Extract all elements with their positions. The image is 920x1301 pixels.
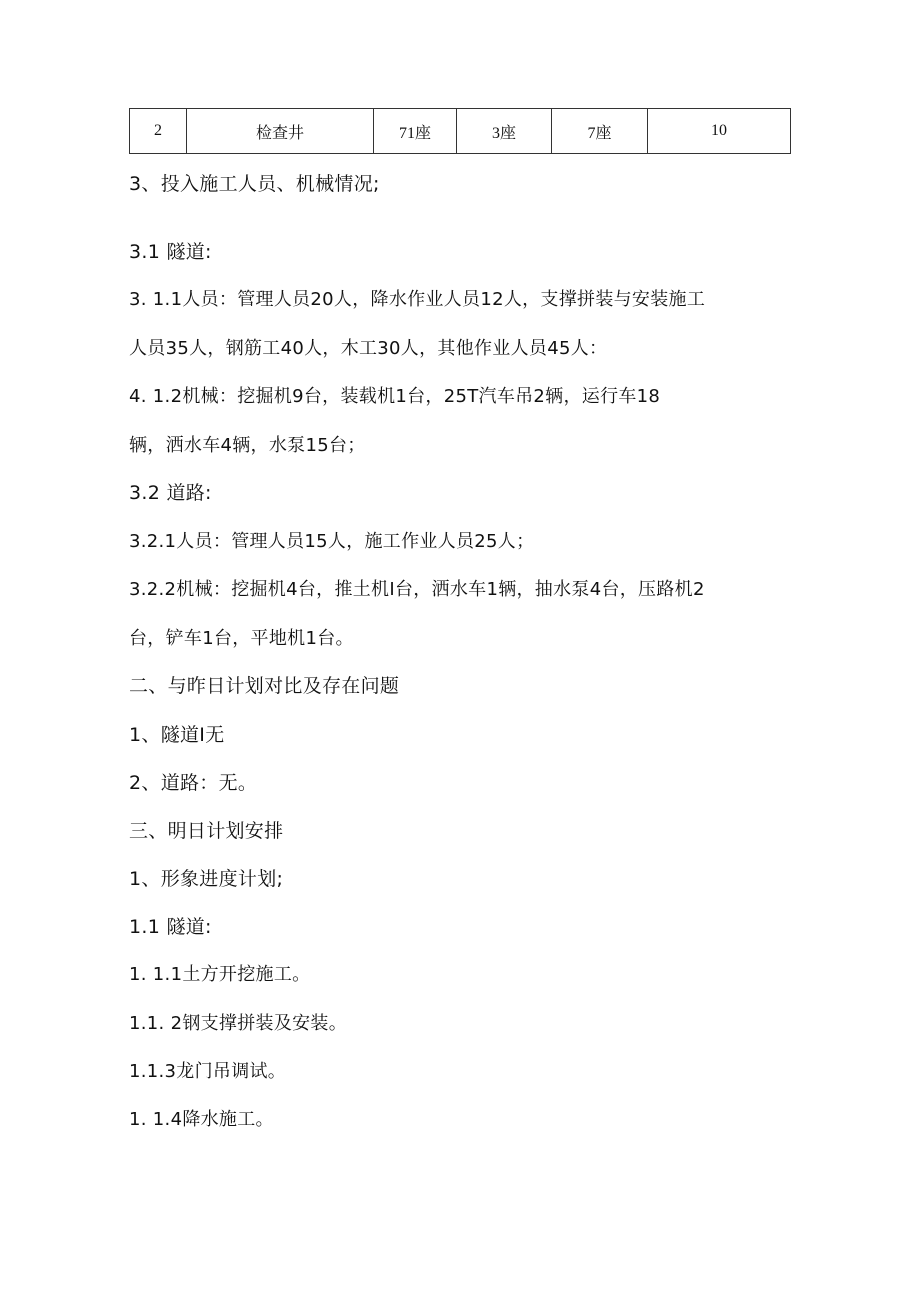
paragraph-line: 辆，洒水车4辆，水泵15台； <box>129 435 366 456</box>
paragraph-line: 台，铲车1台，平地机1台。 <box>129 628 354 649</box>
paragraph-line: 1.1. 2钢支撑拼装及安装。 <box>129 1013 348 1034</box>
subsection-heading-tunnel: 3.1 隧道: <box>129 241 212 263</box>
section-heading-comparison: 二、与昨日计划对比及存在问题 <box>129 675 400 697</box>
subsection-heading-tunnel-plan: 1.1 隧道: <box>129 916 212 938</box>
subsection-heading-road: 3.2 道路: <box>129 482 212 504</box>
section-heading-plan: 三、明日计划安排 <box>129 820 284 842</box>
paragraph-line: 1. 1.4降水施工。 <box>129 1109 274 1130</box>
table-row <box>130 109 791 154</box>
paragraph-line: 4. 1.2机械：挖掘机9台，装载机1台，25T汽车吊2辆，运行车18 <box>129 386 661 407</box>
paragraph-line: 人员35人，钢筋工40人，木工30人，其他作业人员45人： <box>129 338 608 359</box>
section-heading-resources: 3、投入施工人员、机械情况; <box>129 173 380 195</box>
table-cell-total: 71座 <box>374 109 457 154</box>
paragraph-line: 3. 1.1人员：管理人员20人，降水作业人员12人，支撑拼装与安装施工 <box>129 289 706 310</box>
list-item: 1、形象进度计划; <box>129 868 284 890</box>
table-cell-item: 检查井 <box>187 109 374 154</box>
paragraph-line: 3.2.1人员：管理人员15人，施工作业人员25人； <box>129 531 535 552</box>
table-cell-index: 2 <box>130 109 187 154</box>
paragraph-line: 3.2.2机械：挖掘机4台，推土机I台，洒水车1辆，抽水泵4台，压路机2 <box>129 579 705 600</box>
list-item: 1、隧道I无 <box>129 724 225 746</box>
paragraph-line: 1.1.3龙门吊调试。 <box>129 1061 287 1082</box>
progress-table <box>129 108 791 154</box>
table-cell-cumulative: 7座 <box>552 109 648 154</box>
table-cell-percent: 10 <box>648 109 791 154</box>
list-item: 2、道路：无。 <box>129 772 258 794</box>
table-cell-today: 3座 <box>457 109 552 154</box>
paragraph-line: 1. 1.1土方开挖施工。 <box>129 964 311 985</box>
